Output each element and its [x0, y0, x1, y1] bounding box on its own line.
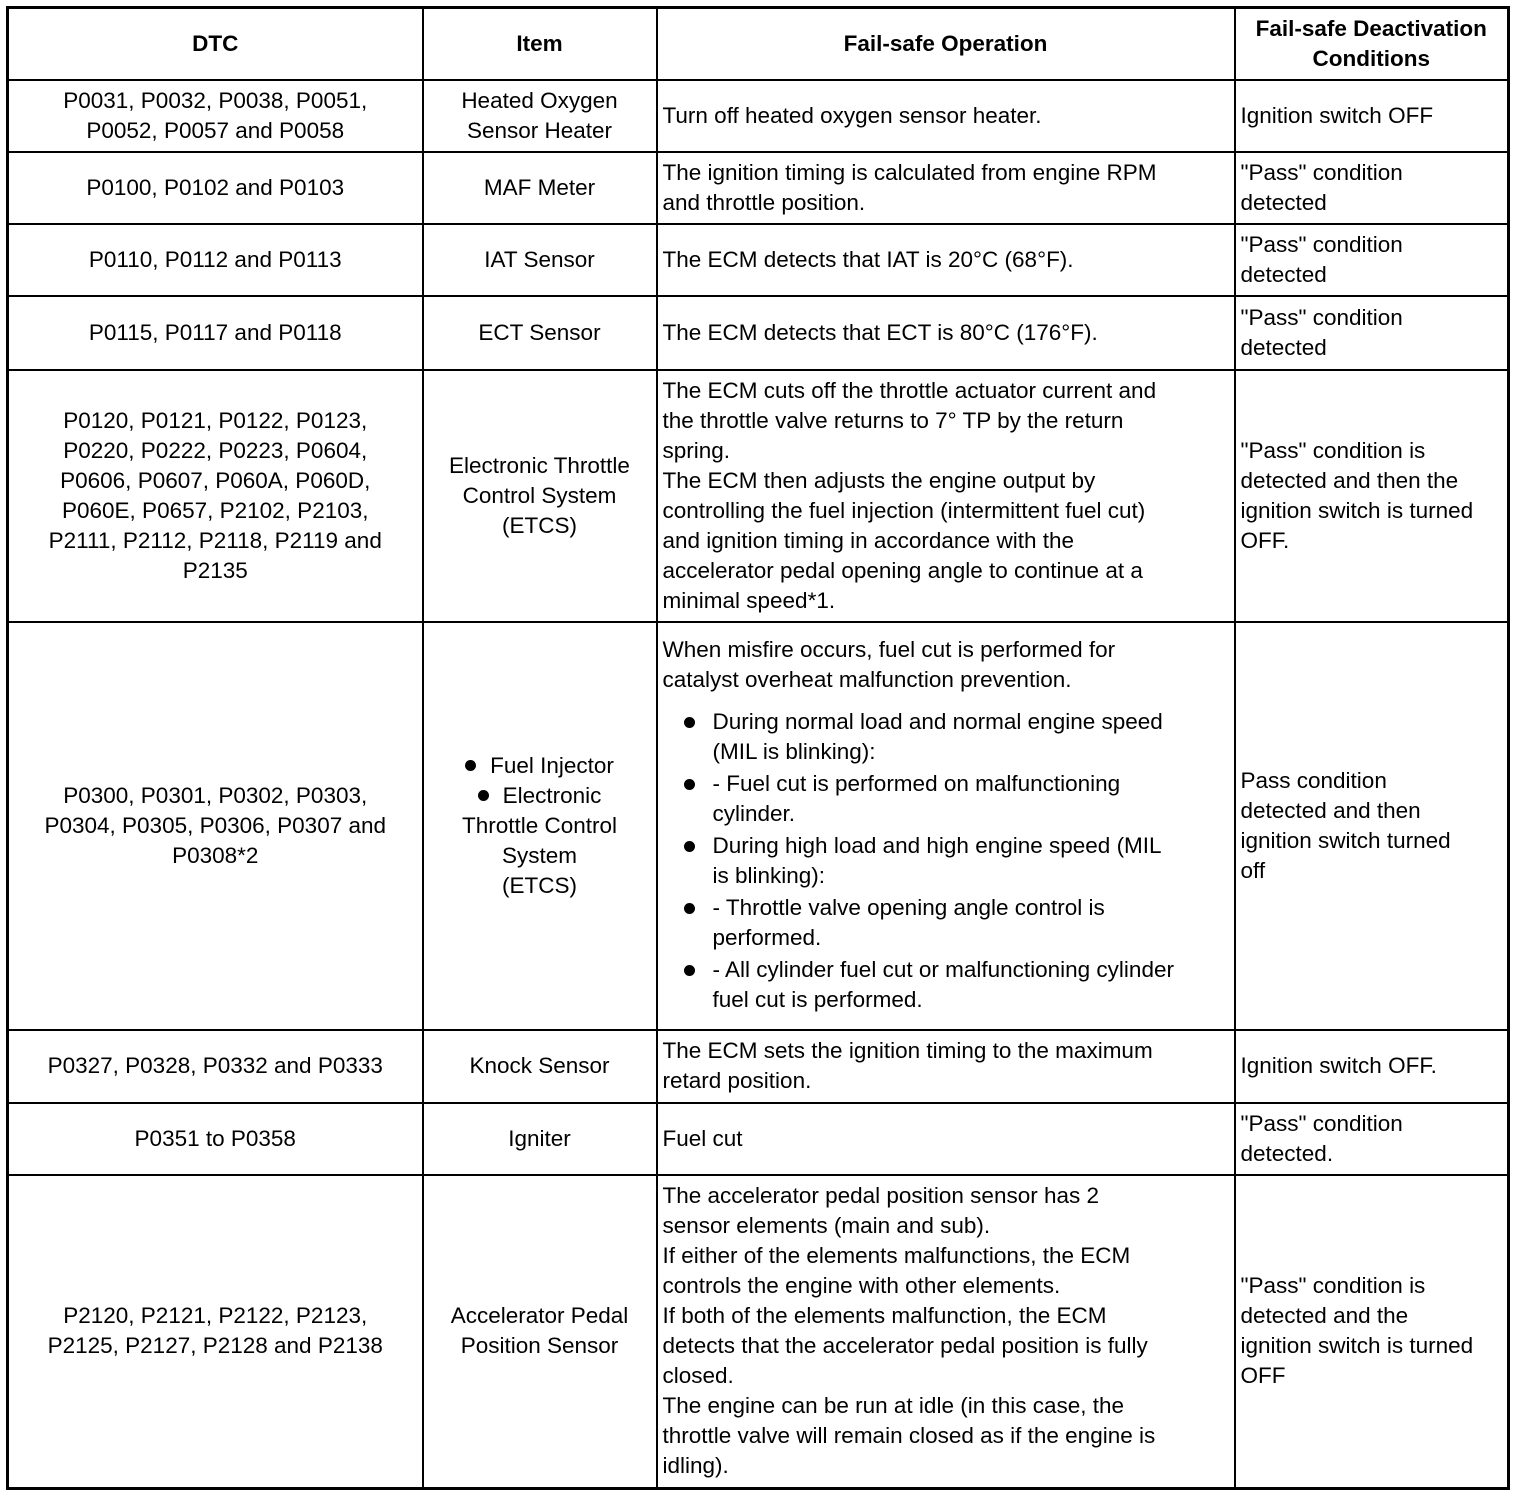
operation-cell: [657, 1175, 1235, 1489]
text-line: "Pass" condition: [1240, 231, 1403, 257]
bullet-icon: [465, 760, 476, 771]
item-cell: [423, 370, 657, 622]
header-item: Item: [423, 8, 657, 80]
text-line: Ignition switch OFF.: [1240, 1053, 1437, 1078]
operation-bullet: [663, 707, 1229, 767]
text-line: accelerator pedal opening angle to continue at a: [662, 557, 1143, 583]
text-line: P0110, P0112 and P0113: [88, 246, 342, 272]
text-line: cylinder.: [712, 800, 796, 826]
operation-cell: [657, 1030, 1235, 1103]
dtc-cell: [8, 622, 423, 1030]
operation-bullet-list: [663, 707, 1229, 1015]
text-line: - Throttle valve opening angle control is: [712, 894, 1105, 920]
operation-cell: [657, 622, 1235, 1030]
text-line: detected: [1240, 334, 1327, 360]
item-cell: [423, 152, 657, 224]
text-line: "Pass" condition: [1240, 159, 1403, 185]
text-line: The ECM sets the ignition timing to the maximum: [662, 1038, 1153, 1063]
text-line: detected and then: [1240, 797, 1421, 823]
operation-cell: [657, 80, 1235, 152]
text-line: P0031, P0032, P0038, P0051,: [63, 87, 368, 113]
text-line: P060E, P0657, P2102, P2103,: [62, 497, 369, 523]
text-line: P0115, P0117 and P0118: [88, 319, 342, 345]
header-operation: Fail-safe Operation: [657, 8, 1235, 80]
text-line: detects that the accelerator pedal position is fully: [662, 1333, 1148, 1359]
text-line: detected.: [1240, 1140, 1334, 1166]
table-row: [8, 622, 1509, 1030]
text-line: ignition switch is turned: [1240, 1333, 1474, 1359]
item-cell: [423, 1175, 657, 1489]
text-line: (ETCS): [502, 872, 577, 898]
table-row: [8, 224, 1509, 296]
dtc-cell: [8, 1030, 423, 1103]
dtc-cell: [8, 1103, 423, 1175]
header-row: [8, 8, 1509, 80]
text-line: P0300, P0301, P0302, P0303,: [63, 782, 368, 808]
table-row: [8, 370, 1509, 622]
text-line: detected and then the: [1240, 467, 1459, 493]
text-line: idling).: [662, 1453, 729, 1479]
text-line: (ETCS): [502, 512, 577, 538]
dtc-cell: [8, 152, 423, 224]
text-line: P0351 to P0358: [134, 1125, 296, 1151]
failsafe-table: [6, 6, 1510, 1490]
operation-cell: [657, 152, 1235, 224]
text-line: and ignition timing in accordance with the: [662, 527, 1074, 553]
text-line: detected: [1240, 189, 1327, 215]
text-line: During normal load and normal engine speed: [712, 708, 1163, 734]
text-line: Sensor Heater: [466, 117, 613, 143]
dtc-cell: [8, 370, 423, 622]
item-cell: [423, 1030, 657, 1103]
text-line: When misfire occurs, fuel cut is performed for: [662, 636, 1116, 662]
text-line: ECT Sensor: [478, 319, 601, 345]
operation-cell: [657, 224, 1235, 296]
text-line: IAT Sensor: [484, 246, 595, 272]
text-line: Fuel Injector: [490, 752, 614, 778]
operation-bullet: [663, 831, 1229, 891]
item-bullet-list: [429, 751, 651, 901]
condition-cell: [1235, 296, 1509, 370]
dtc-cell: [8, 80, 423, 152]
text-line: throttle valve will remain closed as if the engine is: [662, 1423, 1156, 1449]
text-line: MAF Meter: [483, 174, 596, 200]
text-line: P0327, P0328, P0332 and P0333: [47, 1053, 383, 1078]
text-line: System: [501, 842, 577, 868]
text-line: If both of the elements malfunction, the ECM: [662, 1303, 1107, 1329]
text-line: P0100, P0102 and P0103: [86, 174, 345, 200]
text-line: ignition switch is turned: [1240, 497, 1474, 523]
text-line: Fuel cut: [662, 1125, 743, 1151]
text-line: P0220, P0222, P0223, P0604,: [63, 437, 368, 463]
table-row: [8, 296, 1509, 370]
table-row: [8, 1175, 1509, 1489]
header-dtc: DTC: [8, 8, 423, 80]
condition-cell: [1235, 80, 1509, 152]
text-line: P0120, P0121, P0122, P0123,: [63, 407, 368, 433]
text-line: - Fuel cut is performed on malfunctioning: [712, 770, 1121, 796]
text-line: Position Sensor: [460, 1333, 619, 1359]
operation-cell: [657, 1103, 1235, 1175]
text-line: P2125, P2127, P2128 and P2138: [47, 1333, 383, 1359]
text-line: The ECM then adjusts the engine output by: [662, 467, 1096, 493]
bullet-icon: [478, 790, 489, 801]
text-line: retard position.: [662, 1068, 812, 1093]
item-cell: [423, 80, 657, 152]
table-row: [8, 1103, 1509, 1175]
condition-cell: [1235, 152, 1509, 224]
text-line: is blinking):: [712, 862, 826, 888]
text-line: the throttle valve returns to 7° TP by the return: [662, 407, 1124, 433]
operation-bullet: [663, 955, 1229, 1015]
condition-cell: [1235, 370, 1509, 622]
text-line: performed.: [712, 924, 822, 950]
item-cell: [423, 224, 657, 296]
text-line: The ECM cuts off the throttle actuator current and: [662, 377, 1157, 403]
text-line: detected: [1240, 261, 1327, 287]
text-line: minimal speed*1.: [662, 587, 836, 613]
text-line: - All cylinder fuel cut or malfunctioning cylinder: [712, 956, 1174, 982]
text-line: ignition switch turned: [1240, 827, 1451, 853]
operation-cell: [657, 370, 1235, 622]
dtc-cell: [8, 224, 423, 296]
item-cell: [423, 622, 657, 1030]
text-line: (MIL is blinking):: [712, 738, 876, 764]
table-row: [8, 80, 1509, 152]
text-line: Knock Sensor: [469, 1053, 610, 1078]
text-line: P2111, P2112, P2118, P2119 and: [48, 527, 382, 553]
text-line: catalyst overheat malfunction prevention.: [662, 666, 1072, 692]
text-line: closed.: [662, 1363, 734, 1389]
text-line: fuel cut is performed.: [712, 986, 923, 1012]
text-line: detected and the: [1240, 1303, 1409, 1329]
item-cell: [423, 296, 657, 370]
text-line: P2120, P2121, P2122, P2123,: [63, 1303, 368, 1329]
text-line: controlling the fuel injection (intermittent fuel cut): [662, 497, 1146, 523]
text-line: OFF: [1240, 1363, 1286, 1389]
text-line: Ignition switch OFF: [1240, 102, 1434, 128]
condition-cell: [1235, 622, 1509, 1030]
text-line: If either of the elements malfunctions, the ECM: [662, 1243, 1131, 1269]
text-line: P0606, P0607, P060A, P060D,: [60, 467, 371, 493]
dtc-cell: [8, 296, 423, 370]
text-line: The accelerator pedal position sensor has 2: [662, 1183, 1100, 1209]
header-deactivation: Fail-safe Deactivation Conditions: [1235, 8, 1509, 80]
operation-bullet: [663, 893, 1229, 953]
table-row: [8, 152, 1509, 224]
text-line: "Pass" condition is: [1240, 437, 1426, 463]
text-line: The ECM detects that IAT is 20°C (68°F).: [662, 246, 1074, 272]
text-line: Igniter: [508, 1125, 571, 1151]
text-line: OFF.: [1240, 527, 1290, 553]
text-line: Accelerator Pedal: [450, 1303, 629, 1329]
text-line: controls the engine with other elements.: [662, 1273, 1061, 1299]
text-line: "Pass" condition: [1240, 304, 1403, 330]
text-line: Electronic Throttle: [449, 452, 630, 478]
operation-bullet: [663, 769, 1229, 829]
text-line: "Pass" condition: [1240, 1110, 1403, 1136]
table-row: [8, 1030, 1509, 1103]
dtc-cell: [8, 1175, 423, 1489]
text-line: Throttle Control: [461, 812, 618, 838]
text-line: Pass condition: [1240, 767, 1387, 793]
text-line: During high load and high engine speed (MIL: [712, 832, 1162, 858]
text-line: sensor elements (main and sub).: [662, 1213, 991, 1239]
text-line: Heated Oxygen: [461, 87, 618, 113]
item-bullet: [429, 781, 651, 901]
operation-cell: [657, 296, 1235, 370]
text-line: spring.: [662, 437, 731, 463]
text-line: and throttle position.: [662, 189, 866, 215]
condition-cell: [1235, 1030, 1509, 1103]
text-line: P0052, P0057 and P0058: [86, 117, 345, 143]
item-bullet: [429, 751, 651, 781]
text-line: The ignition timing is calculated from engine RPM: [662, 159, 1157, 185]
text-line: The ECM detects that ECT is 80°C (176°F).: [662, 319, 1098, 345]
condition-cell: [1235, 1175, 1509, 1489]
condition-cell: [1235, 1103, 1509, 1175]
text-line: Turn off heated oxygen sensor heater.: [662, 102, 1042, 128]
text-line: P0308*2: [172, 842, 259, 868]
text-line: "Pass" condition is: [1240, 1273, 1426, 1299]
text-line: P2135: [182, 557, 248, 583]
condition-cell: [1235, 224, 1509, 296]
text-line: The engine can be run at idle (in this case, the: [662, 1393, 1125, 1419]
item-cell: [423, 1103, 657, 1175]
text-line: Electronic: [502, 782, 602, 808]
text-line: Control System: [462, 482, 617, 508]
text-line: off: [1240, 857, 1266, 883]
text-line: P0304, P0305, P0306, P0307 and: [44, 812, 387, 838]
